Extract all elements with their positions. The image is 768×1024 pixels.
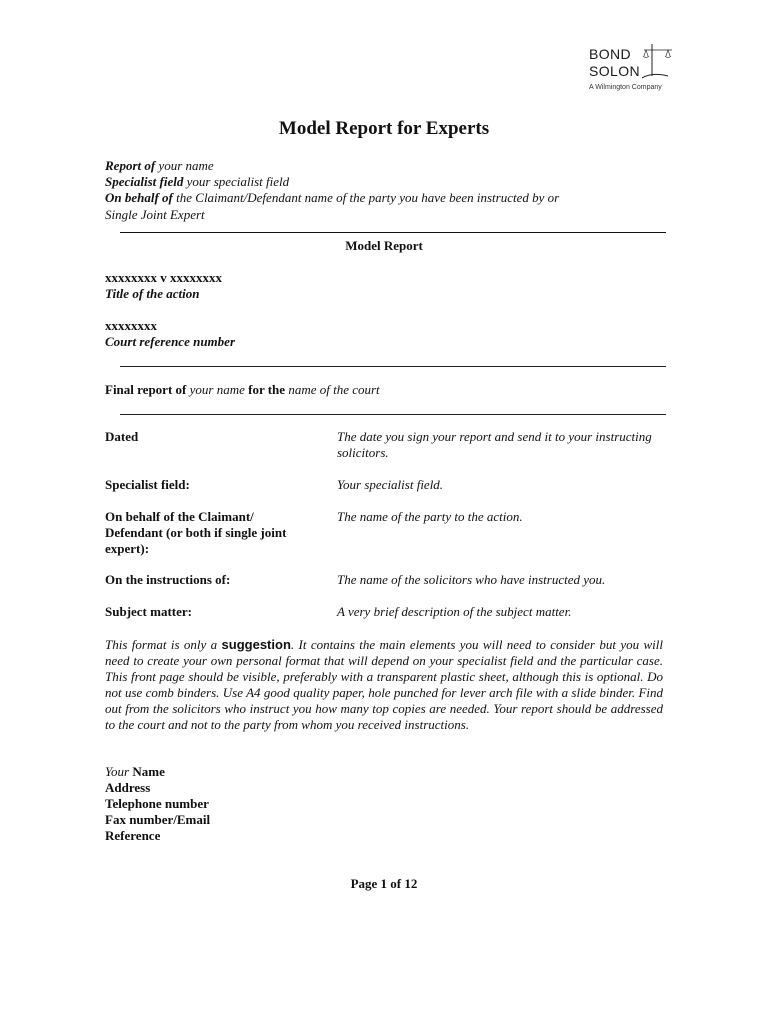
court-reference-label: Court reference number	[105, 334, 235, 349]
action-parties: xxxxxxxx v xxxxxxxx	[105, 270, 222, 285]
detail-label-dated: Dated	[105, 429, 139, 444]
contact-name-line	[105, 764, 165, 780]
report-of-line	[105, 158, 214, 174]
guidance-after: . It contains the main elements you will need to consider but you will need to create your own personal format that will depend on your specialist field and the particular case. This front page should be visible, preferably with a transparent plastic sheet, although this is optional. Do not use comb binders. Use A4 good quality paper, hole punched for lever arch file with a slide binder. Find out from the solicitors who instruct you how many top copies are needed. Your report should be addressed to the court and not to the party from whom you received instructions.	[105, 637, 664, 732]
detail-value-on-behalf: The name of the party to the action.	[337, 509, 523, 524]
detail-value-dated: The date you sign your report and send it to your instructing solicitors.	[337, 429, 652, 460]
specialist-field-value: your specialist field	[186, 174, 290, 189]
logo-word-bond: BOND	[589, 46, 632, 62]
contact-fax-email: Fax number/Email	[105, 812, 211, 827]
detail-label-specialist-field: Specialist field:	[105, 477, 190, 492]
section-divider	[120, 232, 666, 233]
final-report-line	[105, 382, 380, 398]
action-title-label: Title of the action	[105, 286, 200, 301]
model-report-heading: Model Report	[345, 238, 423, 253]
section-divider	[120, 366, 666, 367]
on-behalf-value: the Claimant/Defendant name of the party you have been instructed by or	[176, 190, 560, 205]
final-report-middle: for the	[248, 382, 286, 397]
detail-label-instructions: On the instructions of:	[105, 572, 231, 587]
on-behalf-value-continued: Single Joint Expert	[105, 207, 205, 222]
on-behalf-line	[105, 190, 559, 206]
page-number: Page 1 of 12	[350, 876, 418, 891]
specialist-field-line	[105, 174, 289, 190]
report-of-label: Report of	[105, 158, 156, 173]
final-report-court: name of the court	[288, 382, 380, 397]
final-report-prefix: Final report of	[105, 382, 187, 397]
specialist-field-label: Specialist field	[105, 174, 184, 189]
logo-tagline: A Wilmington Company	[589, 84, 662, 91]
guidance-paragraph	[105, 637, 663, 733]
guidance-before: This format is only a	[105, 637, 218, 652]
contact-telephone: Telephone number	[105, 796, 209, 811]
detail-value-subject-matter: A very brief description of the subject matter.	[337, 604, 572, 619]
on-behalf-label: On behalf of	[105, 190, 173, 205]
scales-of-justice-icon	[642, 42, 678, 82]
section-divider	[120, 414, 666, 415]
guidance-emphasis: suggestion	[221, 637, 291, 652]
document-title: Model Report for Experts	[278, 118, 490, 139]
contact-name: Name	[132, 764, 165, 779]
detail-label-subject-matter: Subject matter:	[105, 604, 192, 619]
logo-word-solon: SOLON	[589, 63, 641, 79]
court-reference: xxxxxxxx	[105, 318, 157, 333]
detail-value-instructions: The name of the solicitors who have instructed you.	[337, 572, 606, 587]
contact-your: Your	[105, 764, 130, 779]
detail-value-specialist-field: Your specialist field.	[337, 477, 444, 492]
detail-label-on-behalf: On behalf of the Claimant/ Defendant (or both if single joint expert):	[105, 509, 287, 556]
final-report-name: your name	[189, 382, 245, 397]
contact-reference: Reference	[105, 828, 161, 843]
report-of-value: your name	[158, 158, 214, 173]
bond-solon-logo	[588, 42, 680, 96]
contact-address: Address	[105, 780, 151, 795]
